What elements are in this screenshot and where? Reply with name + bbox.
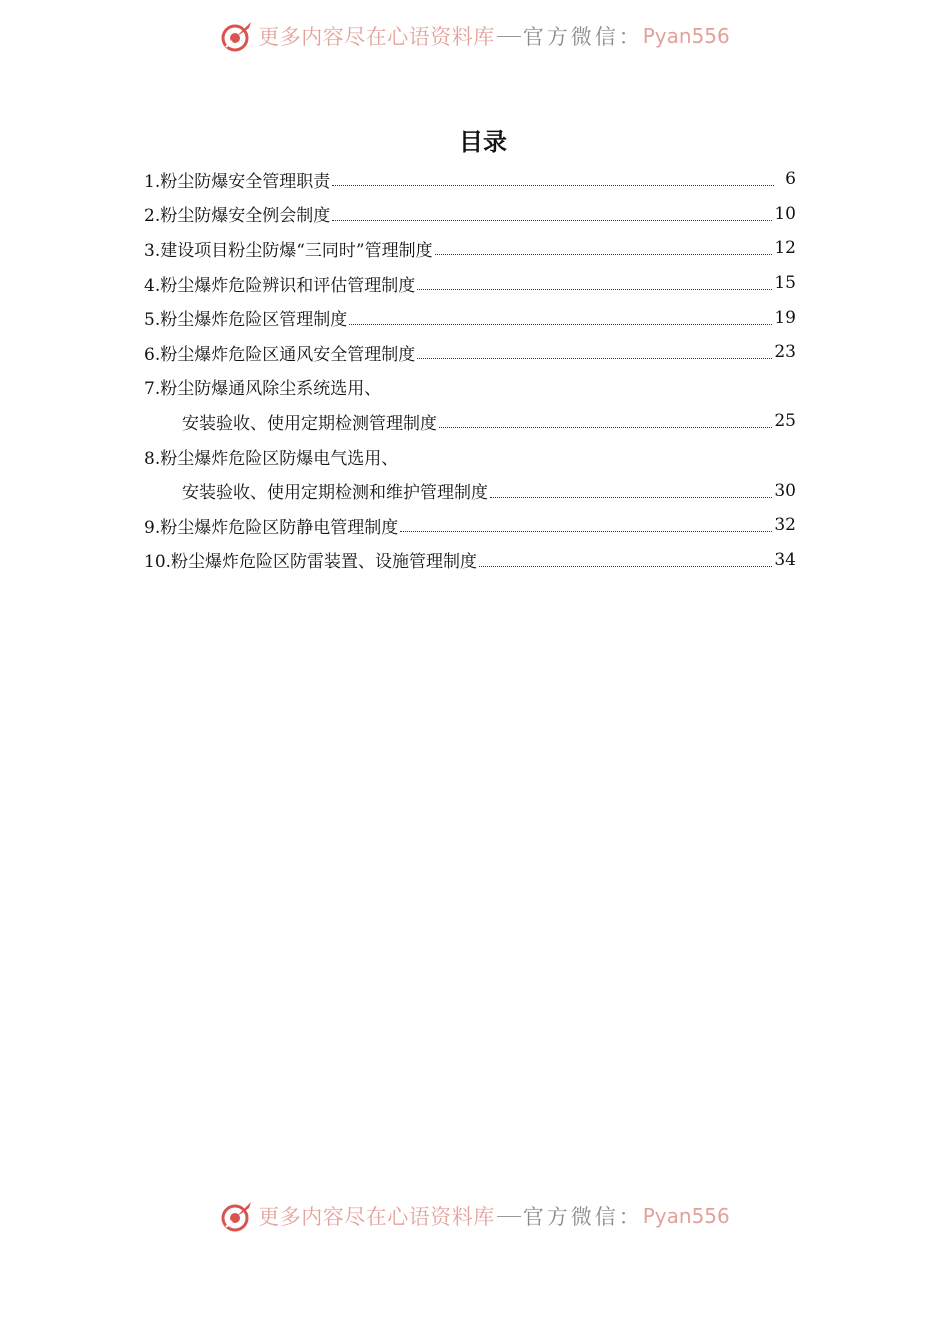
toc-entry-4[interactable] — [144, 266, 796, 301]
toc-entry-text: 安装验收、使用定期检测管理制度 — [182, 413, 437, 434]
toc-leader-dots — [400, 530, 772, 532]
toc-page-number: 34 — [774, 549, 796, 570]
toc-page-number: 15 — [774, 273, 796, 294]
toc-leader-dots — [439, 426, 772, 428]
banner-dash — [497, 1216, 521, 1217]
toc-page-number: 23 — [774, 342, 796, 363]
toc-page-number: 19 — [774, 307, 796, 328]
toc-leader-dots — [349, 323, 772, 325]
toc-entry-text: 2.粉尘防爆安全例会制度 — [144, 206, 331, 227]
toc-leader-dots — [417, 288, 772, 290]
toc-entry-text: 10.粉尘爆炸危险区防雷装置、设施管理制度 — [144, 552, 478, 573]
toc-leader-dots — [332, 219, 772, 221]
toc-entry-text: 1.粉尘防爆安全管理职责 — [144, 171, 331, 192]
banner-label: 官方微信： — [522, 1205, 643, 1229]
table-of-contents — [144, 162, 796, 577]
banner-text: 更多内容尽在心语资料库 — [258, 1205, 495, 1229]
toc-entry-1[interactable] — [144, 162, 796, 197]
banner-label: 官方微信： — [522, 25, 643, 49]
toc-page-number: 32 — [774, 515, 796, 536]
toc-entry-2[interactable] — [144, 197, 796, 232]
banner-dash — [497, 36, 521, 37]
toc-entry-7-line-1[interactable] — [144, 370, 796, 405]
header-banner — [0, 16, 950, 56]
toc-entry-text: 3.建设项目粉尘防爆“三同时”管理制度 — [144, 240, 433, 261]
quill-logo-icon — [220, 1199, 254, 1233]
toc-entry-9[interactable] — [144, 508, 796, 543]
toc-entry-text: 9.粉尘爆炸危险区防静电管理制度 — [144, 517, 399, 538]
toc-entry-text: 安装验收、使用定期检测和维护管理制度 — [182, 483, 488, 504]
toc-entry-text: 8.粉尘爆炸危险区防爆电气选用、 — [144, 448, 399, 469]
toc-leader-dots — [479, 565, 772, 567]
quill-logo-icon — [220, 19, 254, 53]
toc-entry-3[interactable] — [144, 231, 796, 266]
toc-entry-text: 5.粉尘爆炸危险区管理制度 — [144, 310, 348, 331]
toc-entry-8-line-2[interactable] — [144, 473, 796, 508]
toc-leader-dots — [490, 496, 772, 498]
page-title: 目录 — [459, 128, 507, 156]
toc-leader-dots — [417, 357, 772, 359]
toc-entry-10[interactable] — [144, 543, 796, 578]
toc-entry-5[interactable] — [144, 300, 796, 335]
banner-text: 更多内容尽在心语资料库 — [258, 25, 495, 49]
toc-leader-dots — [332, 184, 774, 186]
footer-banner — [0, 1196, 950, 1236]
toc-entry-text: 7.粉尘防爆通风除尘系统选用、 — [144, 379, 382, 400]
toc-entry-8-line-1[interactable] — [144, 439, 796, 474]
toc-page-number: 25 — [774, 411, 796, 432]
toc-leader-dots — [435, 253, 773, 255]
toc-page-number: 10 — [774, 203, 796, 224]
banner-wechat-id: Pyan556 — [642, 1204, 730, 1228]
toc-page-number: 12 — [774, 238, 796, 259]
toc-entry-text: 4.粉尘爆炸危险辨识和评估管理制度 — [144, 275, 416, 296]
toc-entry-7-line-2[interactable] — [144, 404, 796, 439]
toc-page-number: 30 — [774, 480, 796, 501]
toc-page-number: 6 — [785, 169, 796, 190]
toc-entry-6[interactable] — [144, 335, 796, 370]
toc-entry-text: 6.粉尘爆炸危险区通风安全管理制度 — [144, 344, 416, 365]
banner-wechat-id: Pyan556 — [642, 24, 730, 48]
